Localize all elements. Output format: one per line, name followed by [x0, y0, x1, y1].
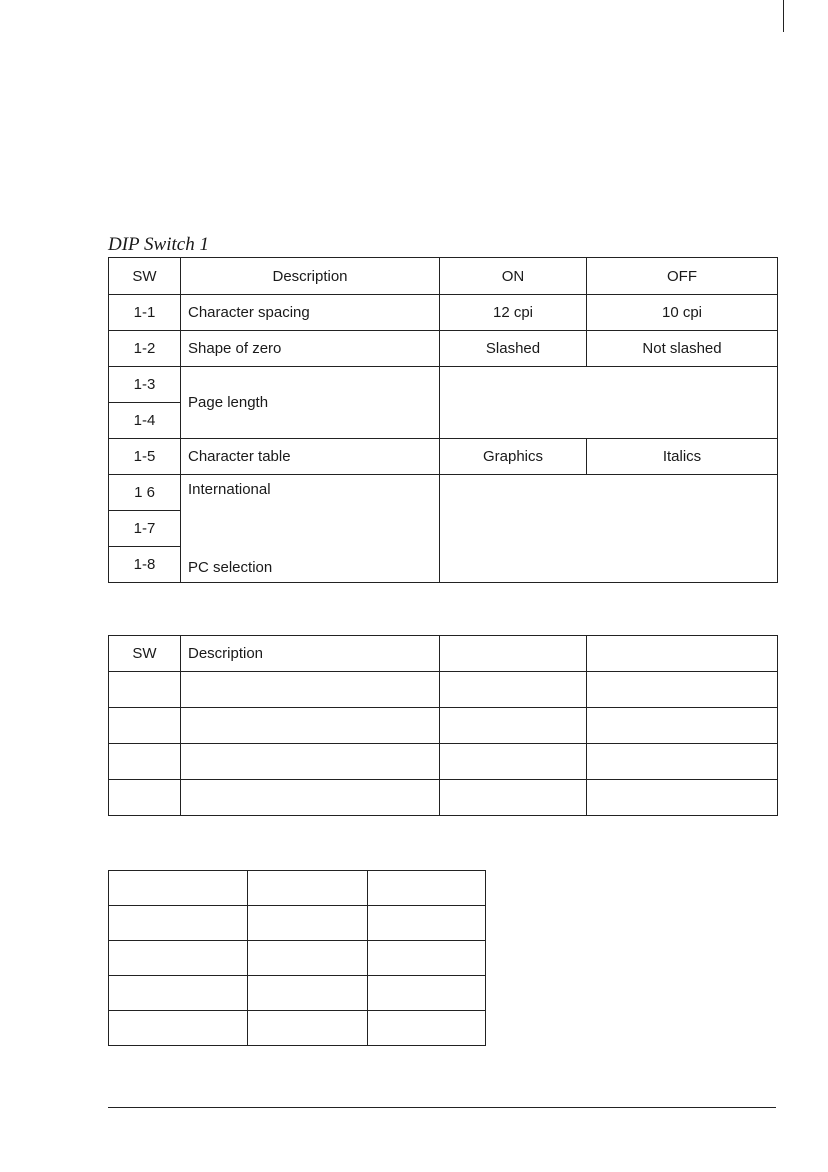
table-cell [248, 871, 368, 906]
header-sw: SW [109, 258, 181, 295]
description-cell [181, 744, 440, 780]
description-cell: Character spacing [181, 295, 440, 331]
on-cell [440, 780, 587, 816]
table-cell [109, 871, 248, 906]
on-cell: 12 cpi [440, 295, 587, 331]
header-description: Description [181, 636, 440, 672]
header-off: OFF [587, 258, 778, 295]
table-row [109, 672, 778, 708]
on-cell: Graphics [440, 439, 587, 475]
description-cell [181, 475, 440, 583]
sw-cell: 1 6 [109, 475, 181, 511]
off-cell [587, 744, 778, 780]
table-row [109, 331, 778, 367]
header-description: Description [181, 258, 440, 295]
table-row [109, 906, 486, 941]
dip-switch-1-table [108, 257, 778, 583]
international-label: International [188, 481, 271, 498]
sw-cell [109, 672, 181, 708]
table-row [109, 780, 778, 816]
off-cell [587, 672, 778, 708]
table-cell [368, 1011, 486, 1046]
table-row [109, 941, 486, 976]
off-cell: Italics [587, 439, 778, 475]
description-cell: Shape of zero [181, 331, 440, 367]
table-row [109, 439, 778, 475]
header-on: ON [440, 258, 587, 295]
table-cell [368, 941, 486, 976]
footer-rule [108, 1107, 776, 1108]
table-cell [368, 906, 486, 941]
header-on [440, 636, 587, 672]
top-vertical-rule [783, 0, 784, 32]
table-cell [109, 976, 248, 1011]
header-sw: SW [109, 636, 181, 672]
sw-cell: 1-7 [109, 511, 181, 547]
header-off [587, 636, 778, 672]
pc-selection-label: PC selection [188, 559, 273, 576]
table-cell [368, 976, 486, 1011]
table-row [109, 871, 486, 906]
on-cell [440, 672, 587, 708]
on-cell [440, 744, 587, 780]
table-header-row [109, 258, 778, 295]
off-cell [587, 708, 778, 744]
sw-cell: 1-5 [109, 439, 181, 475]
description-cell: Page length [181, 367, 440, 439]
sw-cell: 1-1 [109, 295, 181, 331]
table-cell [248, 976, 368, 1011]
table-row [109, 708, 778, 744]
setting-cell [440, 475, 778, 583]
description-cell [181, 780, 440, 816]
table-header-row [109, 636, 778, 672]
description-cell [181, 708, 440, 744]
on-cell: Slashed [440, 331, 587, 367]
table-row [109, 1011, 486, 1046]
setting-cell [440, 367, 778, 439]
table-cell [109, 1011, 248, 1046]
description-cell [181, 672, 440, 708]
off-cell: Not slashed [587, 331, 778, 367]
table-row [109, 475, 778, 511]
on-cell [440, 708, 587, 744]
table-cell [368, 871, 486, 906]
table-cell [109, 906, 248, 941]
sw-cell: 1-4 [109, 403, 181, 439]
off-cell: 10 cpi [587, 295, 778, 331]
table-row [109, 367, 778, 403]
table-title: DIP Switch 1 [108, 234, 209, 255]
table-cell [248, 906, 368, 941]
sw-cell: 1-3 [109, 367, 181, 403]
sw-cell [109, 780, 181, 816]
sw-cell [109, 744, 181, 780]
description-cell: Character table [181, 439, 440, 475]
off-cell [587, 780, 778, 816]
sw-cell: 1-8 [109, 547, 181, 583]
table-row [109, 295, 778, 331]
blank-table [108, 870, 486, 1046]
sw-cell: 1-2 [109, 331, 181, 367]
table-row [109, 976, 486, 1011]
sw-cell [109, 708, 181, 744]
table-cell [248, 941, 368, 976]
table-row [109, 744, 778, 780]
table-cell [109, 941, 248, 976]
dip-switch-2-table [108, 635, 778, 816]
table-cell [248, 1011, 368, 1046]
